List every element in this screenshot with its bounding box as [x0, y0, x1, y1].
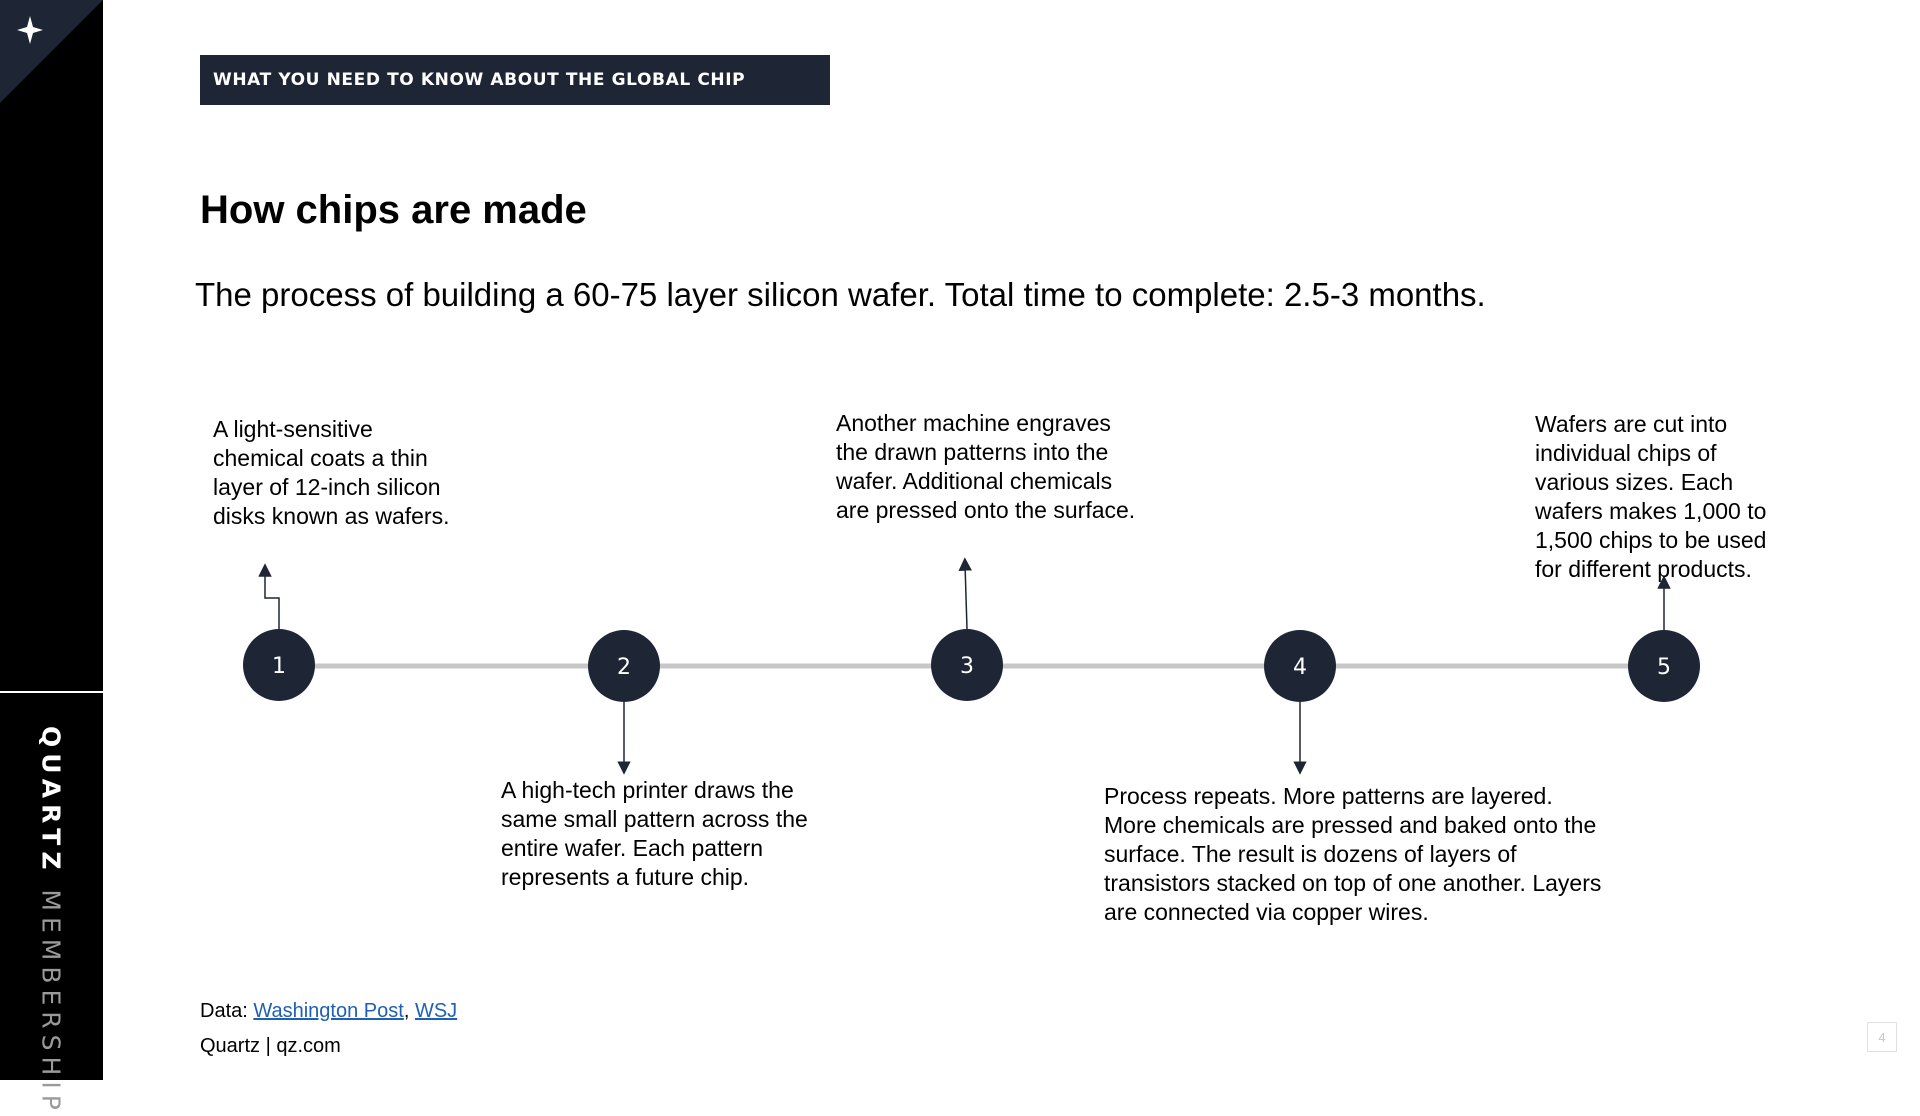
step-2-description: A high-tech printer draws the same small pattern across the entire wafer. Each pattern represents a future chip.	[501, 777, 808, 890]
data-sources	[200, 1000, 457, 1023]
connector-1	[265, 570, 279, 630]
step-1-description: A light-sensitive chemical coats a thin layer of 12-inch silicon disks known as wafers.	[213, 416, 450, 529]
page-subtitle: The process of building a 60-75 layer silicon wafer. Total time to complete: 2.5-3 months.	[195, 276, 1486, 313]
step-number: 4	[1293, 655, 1307, 680]
step-5-description: Wafers are cut into individual chips of various sizes. Each wafers makes 1,000 to 1,500 chips to be used for different products.	[1535, 411, 1767, 582]
connector-3	[965, 564, 967, 629]
step-number: 3	[960, 654, 974, 679]
step-node-2	[588, 630, 660, 702]
step-number: 1	[272, 654, 286, 679]
section-banner: WHAT YOU NEED TO KNOW ABOUT THE GLOBAL CHIP SHORTAGE	[200, 55, 830, 105]
step-node-4	[1264, 630, 1336, 702]
step-number: 5	[1657, 655, 1671, 680]
sources-prefix: Data:	[200, 1000, 254, 1022]
step-node-3	[931, 629, 1003, 701]
brand-tagline: MEMBERSHIP	[36, 889, 66, 1116]
source-link-wsj[interactable]: WSJ	[414, 1000, 458, 1022]
source-link-washington-post[interactable]: Washington Post	[253, 1000, 404, 1022]
step-number: 2	[617, 655, 631, 680]
credit-line: Quartz | qz.com	[200, 1035, 341, 1057]
step-node-5	[1628, 630, 1700, 702]
page-number: 4	[1867, 1022, 1897, 1052]
page-title: How chips are made	[200, 188, 587, 232]
brand-name: QUARTZ	[36, 726, 66, 876]
sources-separator: ,	[403, 1000, 415, 1022]
step-node-1	[243, 629, 315, 701]
step-4-description: Process repeats. More patterns are layered. More chemicals are pressed and baked onto the surface. The result is dozens of layers of transistors stacked on top of one another. Layers are connected via copper wires.	[1104, 783, 1602, 925]
step-3-description: Another machine engraves the drawn patterns into the wafer. Additional chemicals are pressed onto the surface.	[836, 410, 1136, 523]
